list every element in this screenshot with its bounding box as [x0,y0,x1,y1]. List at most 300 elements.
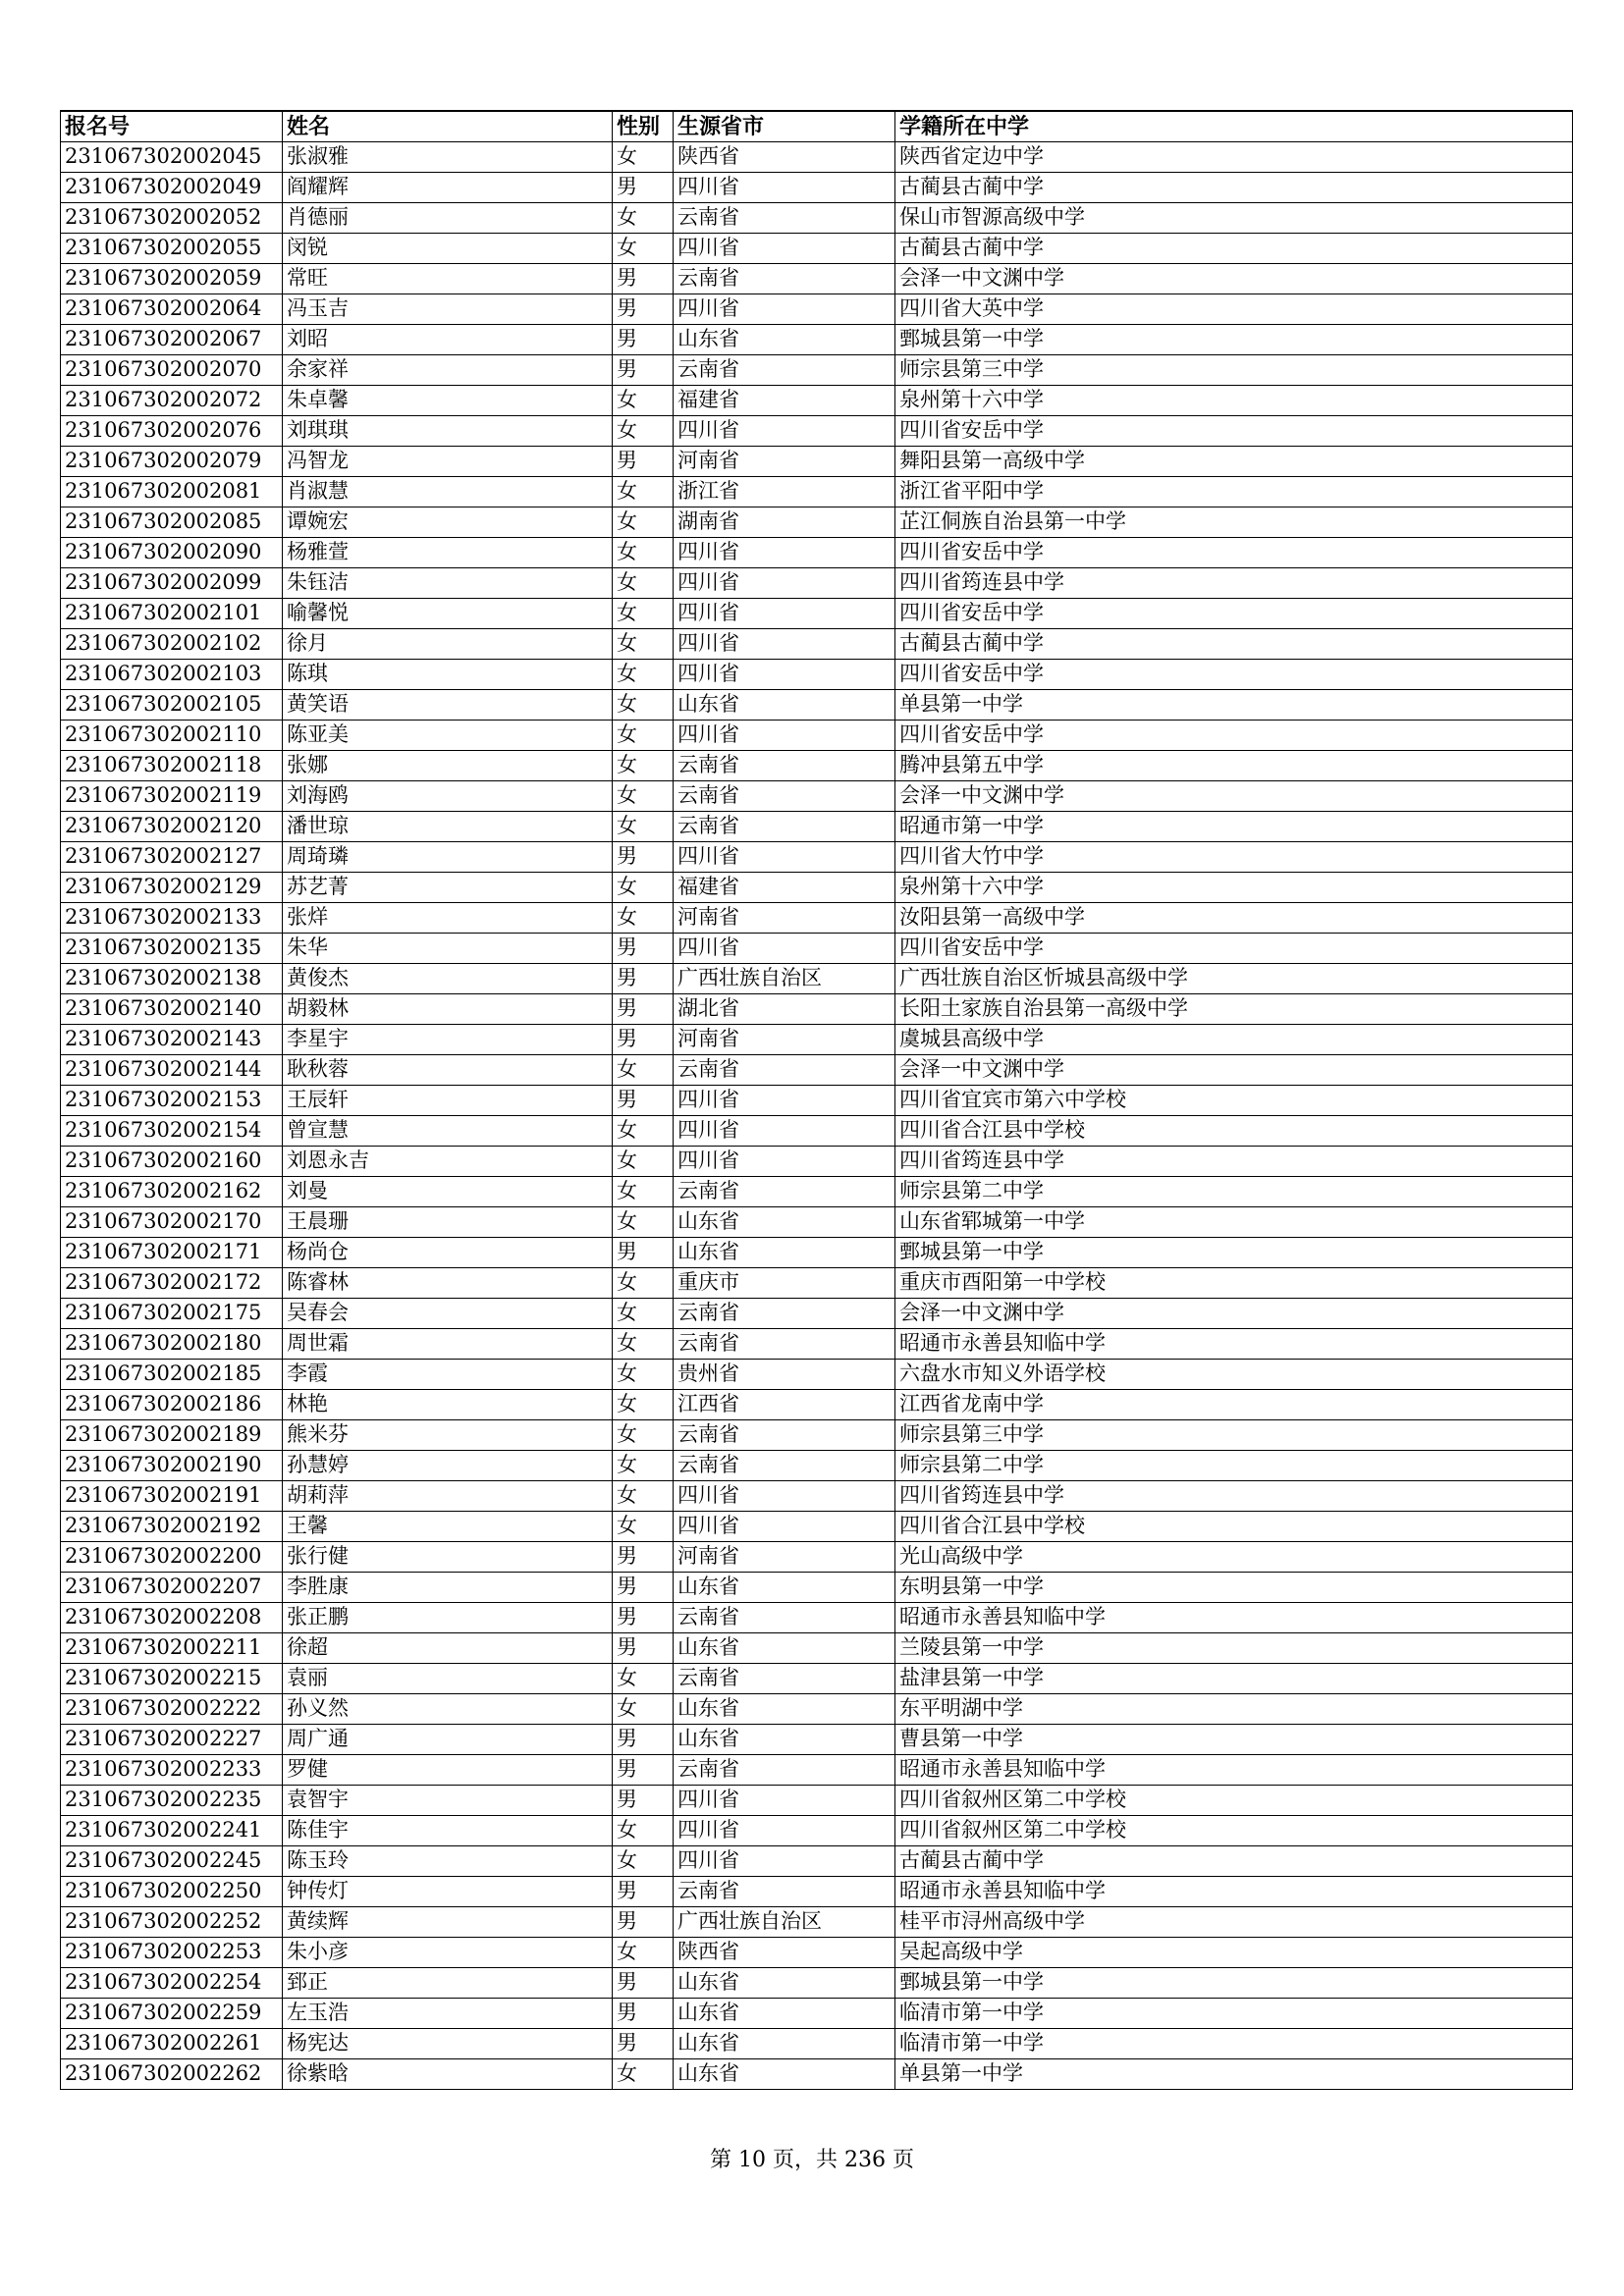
cell-origin-province: 山东省 [674,324,895,354]
cell-gender: 男 [613,993,674,1024]
cell-registration-number: 231067302002262 [61,2058,283,2089]
cell-origin-province: 四川省 [674,1845,895,1876]
cell-name: 张淑雅 [283,141,613,172]
cell-origin-province: 云南省 [674,202,895,233]
cell-registration-number: 231067302002105 [61,689,283,720]
cell-school: 临清市第一中学 [895,1998,1573,2028]
cell-gender: 女 [613,567,674,598]
cell-registration-number: 231067302002153 [61,1085,283,1115]
cell-school: 舞阳县第一高级中学 [895,446,1573,476]
cell-origin-province: 四川省 [674,172,895,202]
cell-gender: 男 [613,1632,674,1663]
cell-name: 朱卓馨 [283,385,613,415]
cell-name: 曾宣慧 [283,1115,613,1146]
cell-origin-province: 湖南省 [674,507,895,537]
cell-name: 冯玉吉 [283,294,613,324]
cell-origin-province: 四川省 [674,598,895,628]
cell-gender: 女 [613,780,674,811]
cell-origin-province: 山东省 [674,689,895,720]
table-row [61,507,1573,537]
cell-name: 朱小彦 [283,1937,613,1967]
cell-name: 潘世琼 [283,811,613,841]
cell-school: 四川省安岳中学 [895,720,1573,750]
cell-origin-province: 河南省 [674,446,895,476]
cell-school: 古蔺县古蔺中学 [895,1845,1573,1876]
cell-name: 杨宪达 [283,2028,613,2058]
cell-name: 王晨珊 [283,1206,613,1237]
cell-origin-province: 云南省 [674,780,895,811]
cell-school: 昭通市永善县知临中学 [895,1602,1573,1632]
cell-school: 曹县第一中学 [895,1724,1573,1754]
cell-gender: 男 [613,1967,674,1998]
cell-name: 闵锐 [283,233,613,263]
cell-origin-province: 河南省 [674,1024,895,1054]
cell-origin-province: 福建省 [674,872,895,902]
cell-name: 肖淑慧 [283,476,613,507]
cell-name: 陈亚美 [283,720,613,750]
cell-gender: 女 [613,811,674,841]
cell-origin-province: 四川省 [674,233,895,263]
cell-name: 徐超 [283,1632,613,1663]
cell-registration-number: 231067302002170 [61,1206,283,1237]
cell-name: 张娜 [283,750,613,780]
table-row [61,1937,1573,1967]
cell-gender: 男 [613,324,674,354]
cell-name: 胡毅林 [283,993,613,1024]
cell-school: 四川省大英中学 [895,294,1573,324]
cell-name: 熊米芬 [283,1419,613,1450]
cell-gender: 女 [613,1115,674,1146]
cell-origin-province: 云南省 [674,1328,895,1359]
cell-gender: 女 [613,1663,674,1693]
header-name: 姓名 [283,111,613,141]
cell-name: 朱钰洁 [283,567,613,598]
cell-school: 保山市智源高级中学 [895,202,1573,233]
cell-origin-province: 四川省 [674,1815,895,1845]
table-row [61,811,1573,841]
cell-gender: 女 [613,1328,674,1359]
cell-registration-number: 231067302002254 [61,1967,283,1998]
cell-school: 陕西省定边中学 [895,141,1573,172]
cell-registration-number: 231067302002110 [61,720,283,750]
cell-school: 古蔺县古蔺中学 [895,172,1573,202]
cell-registration-number: 231067302002253 [61,1937,283,1967]
cell-gender: 男 [613,294,674,324]
cell-gender: 女 [613,1359,674,1389]
cell-gender: 男 [613,172,674,202]
cell-gender: 女 [613,628,674,659]
table-row [61,446,1573,476]
cell-registration-number: 231067302002081 [61,476,283,507]
cell-origin-province: 山东省 [674,1632,895,1663]
cell-registration-number: 231067302002259 [61,1998,283,2028]
cell-origin-province: 四川省 [674,415,895,446]
cell-name: 袁丽 [283,1663,613,1693]
cell-registration-number: 231067302002215 [61,1663,283,1693]
cell-registration-number: 231067302002207 [61,1572,283,1602]
table-row [61,294,1573,324]
cell-school: 光山高级中学 [895,1541,1573,1572]
table-row [61,780,1573,811]
cell-school: 芷江侗族自治县第一中学 [895,507,1573,537]
cell-name: 黄笑语 [283,689,613,720]
cell-gender: 女 [613,1176,674,1206]
cell-registration-number: 231067302002186 [61,1389,283,1419]
cell-gender: 男 [613,1541,674,1572]
cell-name: 阎耀辉 [283,172,613,202]
cell-school: 四川省筠连县中学 [895,1480,1573,1511]
table-row [61,902,1573,933]
cell-name: 耿秋蓉 [283,1054,613,1085]
cell-school: 长阳土家族自治县第一高级中学 [895,993,1573,1024]
cell-school: 昭通市永善县知临中学 [895,1754,1573,1785]
table-row [61,1359,1573,1389]
cell-gender: 男 [613,446,674,476]
cell-gender: 男 [613,1085,674,1115]
cell-name: 李胜康 [283,1572,613,1602]
cell-gender: 女 [613,1480,674,1511]
table-row [61,324,1573,354]
cell-gender: 女 [613,1206,674,1237]
cell-origin-province: 云南省 [674,811,895,841]
cell-origin-province: 云南省 [674,263,895,294]
cell-origin-province: 四川省 [674,659,895,689]
cell-school: 四川省叙州区第二中学校 [895,1815,1573,1845]
cell-gender: 男 [613,1785,674,1815]
table-body [61,141,1573,2089]
cell-registration-number: 231067302002129 [61,872,283,902]
cell-origin-province: 四川省 [674,294,895,324]
cell-gender: 男 [613,2028,674,2058]
cell-name: 肖德丽 [283,202,613,233]
cell-gender: 女 [613,202,674,233]
cell-school: 师宗县第二中学 [895,1450,1573,1480]
cell-registration-number: 231067302002192 [61,1511,283,1541]
cell-origin-province: 四川省 [674,1146,895,1176]
cell-name: 王辰轩 [283,1085,613,1115]
cell-name: 刘昭 [283,324,613,354]
cell-name: 左玉浩 [283,1998,613,2028]
table-row [61,385,1573,415]
header-school: 学籍所在中学 [895,111,1573,141]
cell-origin-province: 广西壮族自治区 [674,963,895,993]
cell-gender: 男 [613,1906,674,1937]
cell-school: 六盘水市知义外语学校 [895,1359,1573,1389]
cell-origin-province: 云南省 [674,1876,895,1906]
cell-school: 临清市第一中学 [895,2028,1573,2058]
cell-registration-number: 231067302002085 [61,507,283,537]
table-row [61,1541,1573,1572]
cell-registration-number: 231067302002067 [61,324,283,354]
cell-gender: 女 [613,750,674,780]
cell-origin-province: 湖北省 [674,993,895,1024]
table-row [61,1663,1573,1693]
cell-registration-number: 231067302002144 [61,1054,283,1085]
table-row [61,2058,1573,2089]
cell-school: 浙江省平阳中学 [895,476,1573,507]
table-row [61,628,1573,659]
cell-registration-number: 231067302002079 [61,446,283,476]
cell-registration-number: 231067302002103 [61,659,283,689]
cell-name: 陈睿林 [283,1267,613,1298]
table-row [61,993,1573,1024]
cell-name: 徐月 [283,628,613,659]
cell-school: 古蔺县古蔺中学 [895,628,1573,659]
cell-name: 吴春会 [283,1298,613,1328]
cell-origin-province: 陕西省 [674,1937,895,1967]
cell-school: 四川省大竹中学 [895,841,1573,872]
table-row [61,1054,1573,1085]
cell-school: 会泽一中文渊中学 [895,1298,1573,1328]
cell-school: 泉州第十六中学 [895,385,1573,415]
cell-registration-number: 231067302002180 [61,1328,283,1359]
table-row [61,537,1573,567]
cell-gender: 女 [613,415,674,446]
cell-origin-province: 四川省 [674,720,895,750]
cell-school: 盐津县第一中学 [895,1663,1573,1693]
header-registration-number: 报名号 [61,111,283,141]
cell-registration-number: 231067302002052 [61,202,283,233]
table-row [61,141,1573,172]
table-row [61,1511,1573,1541]
cell-registration-number: 231067302002090 [61,537,283,567]
cell-registration-number: 231067302002245 [61,1845,283,1876]
cell-registration-number: 231067302002133 [61,902,283,933]
cell-school: 昭通市永善县知临中学 [895,1876,1573,1906]
cell-gender: 男 [613,1876,674,1906]
cell-origin-province: 云南省 [674,1663,895,1693]
cell-school: 师宗县第二中学 [895,1176,1573,1206]
cell-name: 李霞 [283,1359,613,1389]
cell-registration-number: 231067302002233 [61,1754,283,1785]
cell-registration-number: 231067302002045 [61,141,283,172]
table-row [61,1632,1573,1663]
table-row [61,1085,1573,1115]
table-row [61,1328,1573,1359]
cell-school: 四川省安岳中学 [895,659,1573,689]
table-row [61,263,1573,294]
table-row [61,1480,1573,1511]
table-row [61,598,1573,628]
cell-name: 周琦璘 [283,841,613,872]
cell-gender: 女 [613,141,674,172]
cell-registration-number: 231067302002175 [61,1298,283,1328]
cell-gender: 男 [613,1724,674,1754]
cell-school: 广西壮族自治区忻城县高级中学 [895,963,1573,993]
table-row [61,1450,1573,1480]
cell-gender: 男 [613,1024,674,1054]
cell-school: 会泽一中文渊中学 [895,780,1573,811]
cell-gender: 男 [613,1754,674,1785]
cell-registration-number: 231067302002102 [61,628,283,659]
cell-school: 山东省郓城第一中学 [895,1206,1573,1237]
cell-registration-number: 231067302002208 [61,1602,283,1632]
cell-name: 张烊 [283,902,613,933]
table-row [61,202,1573,233]
cell-name: 张行健 [283,1541,613,1572]
cell-origin-province: 山东省 [674,1967,895,1998]
cell-name: 刘恩永吉 [283,1146,613,1176]
cell-school: 四川省叙州区第二中学校 [895,1785,1573,1815]
cell-gender: 女 [613,1450,674,1480]
table-row [61,720,1573,750]
cell-school: 昭通市永善县知临中学 [895,1328,1573,1359]
cell-name: 余家祥 [283,354,613,385]
cell-origin-province: 云南省 [674,1176,895,1206]
table-row [61,1906,1573,1937]
cell-origin-province: 重庆市 [674,1267,895,1298]
cell-registration-number: 231067302002190 [61,1450,283,1480]
cell-gender: 男 [613,933,674,963]
cell-school: 东明县第一中学 [895,1572,1573,1602]
cell-registration-number: 231067302002076 [61,415,283,446]
cell-registration-number: 231067302002160 [61,1146,283,1176]
cell-name: 郅正 [283,1967,613,1998]
cell-gender: 女 [613,659,674,689]
cell-name: 袁智宇 [283,1785,613,1815]
table-row [61,1815,1573,1845]
cell-name: 冯智龙 [283,446,613,476]
cell-name: 喻馨悦 [283,598,613,628]
cell-gender: 女 [613,507,674,537]
cell-school: 师宗县第三中学 [895,1419,1573,1450]
table-header-row [61,111,1573,141]
table-row [61,1419,1573,1450]
cell-school: 鄄城县第一中学 [895,1967,1573,1998]
cell-origin-province: 云南省 [674,1602,895,1632]
cell-gender: 女 [613,872,674,902]
cell-origin-province: 四川省 [674,537,895,567]
cell-origin-province: 四川省 [674,1115,895,1146]
table-row [61,415,1573,446]
cell-name: 刘曼 [283,1176,613,1206]
cell-school: 四川省筠连县中学 [895,1146,1573,1176]
cell-registration-number: 231067302002154 [61,1115,283,1146]
table-row [61,1845,1573,1876]
cell-origin-province: 福建省 [674,385,895,415]
cell-name: 常旺 [283,263,613,294]
cell-gender: 女 [613,537,674,567]
cell-gender: 女 [613,1267,674,1298]
table-row [61,1876,1573,1906]
cell-registration-number: 231067302002072 [61,385,283,415]
table-row [61,1754,1573,1785]
cell-gender: 女 [613,1815,674,1845]
cell-registration-number: 231067302002211 [61,1632,283,1663]
cell-school: 师宗县第三中学 [895,354,1573,385]
cell-gender: 男 [613,1237,674,1267]
cell-school: 四川省筠连县中学 [895,567,1573,598]
cell-registration-number: 231067302002261 [61,2028,283,2058]
cell-school: 东平明湖中学 [895,1693,1573,1724]
cell-registration-number: 231067302002250 [61,1876,283,1906]
table-row [61,1176,1573,1206]
cell-school: 四川省安岳中学 [895,933,1573,963]
cell-gender: 男 [613,263,674,294]
cell-registration-number: 231067302002143 [61,1024,283,1054]
cell-school: 单县第一中学 [895,689,1573,720]
cell-registration-number: 231067302002252 [61,1906,283,1937]
header-origin-province: 生源省市 [674,111,895,141]
cell-gender: 女 [613,598,674,628]
cell-school: 四川省合江县中学校 [895,1115,1573,1146]
cell-name: 刘海鸥 [283,780,613,811]
cell-school: 单县第一中学 [895,2058,1573,2089]
table-row [61,1267,1573,1298]
cell-gender: 女 [613,720,674,750]
cell-school: 会泽一中文渊中学 [895,1054,1573,1085]
cell-origin-province: 山东省 [674,1206,895,1237]
table-row [61,1967,1573,1998]
cell-registration-number: 231067302002162 [61,1176,283,1206]
admission-list-table [60,110,1573,2090]
cell-origin-province: 江西省 [674,1389,895,1419]
cell-gender: 女 [613,1937,674,1967]
cell-origin-province: 四川省 [674,567,895,598]
cell-school: 桂平市浔州高级中学 [895,1906,1573,1937]
cell-name: 周世霜 [283,1328,613,1359]
cell-origin-province: 云南省 [674,1298,895,1328]
cell-origin-province: 山东省 [674,2058,895,2089]
table-row [61,1724,1573,1754]
cell-gender: 女 [613,1054,674,1085]
cell-gender: 男 [613,1998,674,2028]
cell-gender: 男 [613,1572,674,1602]
cell-registration-number: 231067302002049 [61,172,283,202]
table-row [61,933,1573,963]
header-gender: 性别 [613,111,674,141]
cell-school: 腾冲县第五中学 [895,750,1573,780]
table-row [61,2028,1573,2058]
cell-gender: 女 [613,476,674,507]
cell-registration-number: 231067302002171 [61,1237,283,1267]
table-row [61,1998,1573,2028]
cell-name: 张正鹏 [283,1602,613,1632]
cell-school: 鄄城县第一中学 [895,324,1573,354]
table-row [61,872,1573,902]
table-row [61,476,1573,507]
cell-gender: 男 [613,1602,674,1632]
cell-origin-province: 四川省 [674,1480,895,1511]
cell-school: 江西省龙南中学 [895,1389,1573,1419]
cell-origin-province: 贵州省 [674,1359,895,1389]
cell-gender: 男 [613,354,674,385]
cell-registration-number: 231067302002172 [61,1267,283,1298]
cell-origin-province: 四川省 [674,841,895,872]
cell-registration-number: 231067302002138 [61,963,283,993]
cell-registration-number: 231067302002140 [61,993,283,1024]
cell-origin-province: 云南省 [674,1054,895,1085]
table-row [61,963,1573,993]
cell-registration-number: 231067302002127 [61,841,283,872]
cell-registration-number: 231067302002235 [61,1785,283,1815]
cell-registration-number: 231067302002189 [61,1419,283,1450]
cell-registration-number: 231067302002070 [61,354,283,385]
cell-school: 四川省安岳中学 [895,537,1573,567]
table-row [61,1237,1573,1267]
cell-registration-number: 231067302002185 [61,1359,283,1389]
table-row [61,567,1573,598]
table-row [61,1024,1573,1054]
table-row [61,1785,1573,1815]
cell-gender: 女 [613,233,674,263]
cell-registration-number: 231067302002120 [61,811,283,841]
cell-gender: 女 [613,385,674,415]
cell-origin-province: 河南省 [674,902,895,933]
cell-name: 黄俊杰 [283,963,613,993]
table-row [61,172,1573,202]
cell-name: 胡莉萍 [283,1480,613,1511]
